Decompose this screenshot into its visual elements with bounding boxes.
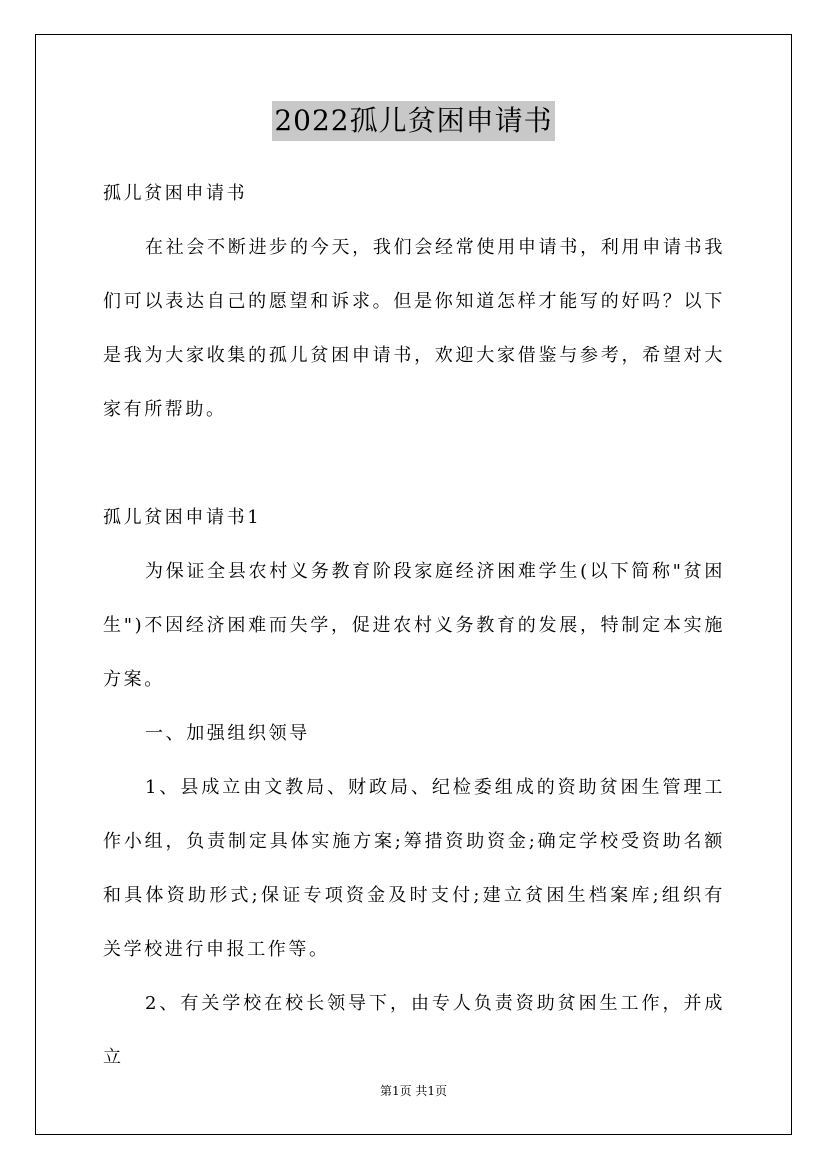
paragraph: 2、有关学校在校长领导下，由专人负责资助贫困生工作，并成立 [103,993,725,1068]
page-footer: 第1页 共1页 [379,1084,448,1098]
title-container [0,101,827,141]
paragraph: 1、县成立由文教局、财政局、纪检委组成的资助贫困生管理工作小组，负责制定具体实施方案;筹措资助资金;确定学校受资助名额和具体资助形式;保证专项资金及时支付;建立贫困生档案库;组织有关学校进行申报工作等。 [103,777,725,960]
subheading: 一、加强组织领导 [145,723,310,744]
section-heading: 孤儿贫困申请书 [103,183,248,204]
paragraph: 为保证全县农村义务教育阶段家庭经济困难学生(以下简称"贫困生")不因经济困难而失学，促进农村义务教育的发展，特制定本实施方案。 [103,561,725,690]
document-title: 2022孤儿贫困申请书 [272,101,554,141]
section-heading-1: 孤儿贫困申请书1 [103,507,262,528]
intro-paragraph: 在社会不断进步的今天，我们会经常使用申请书，利用申请书我们可以表达自己的愿望和诉求。但是你知道怎样才能写的好吗？以下是我为大家收集的孤儿贫困申请书，欢迎大家借鉴与参考，希望对大家有所帮助。 [103,237,725,420]
